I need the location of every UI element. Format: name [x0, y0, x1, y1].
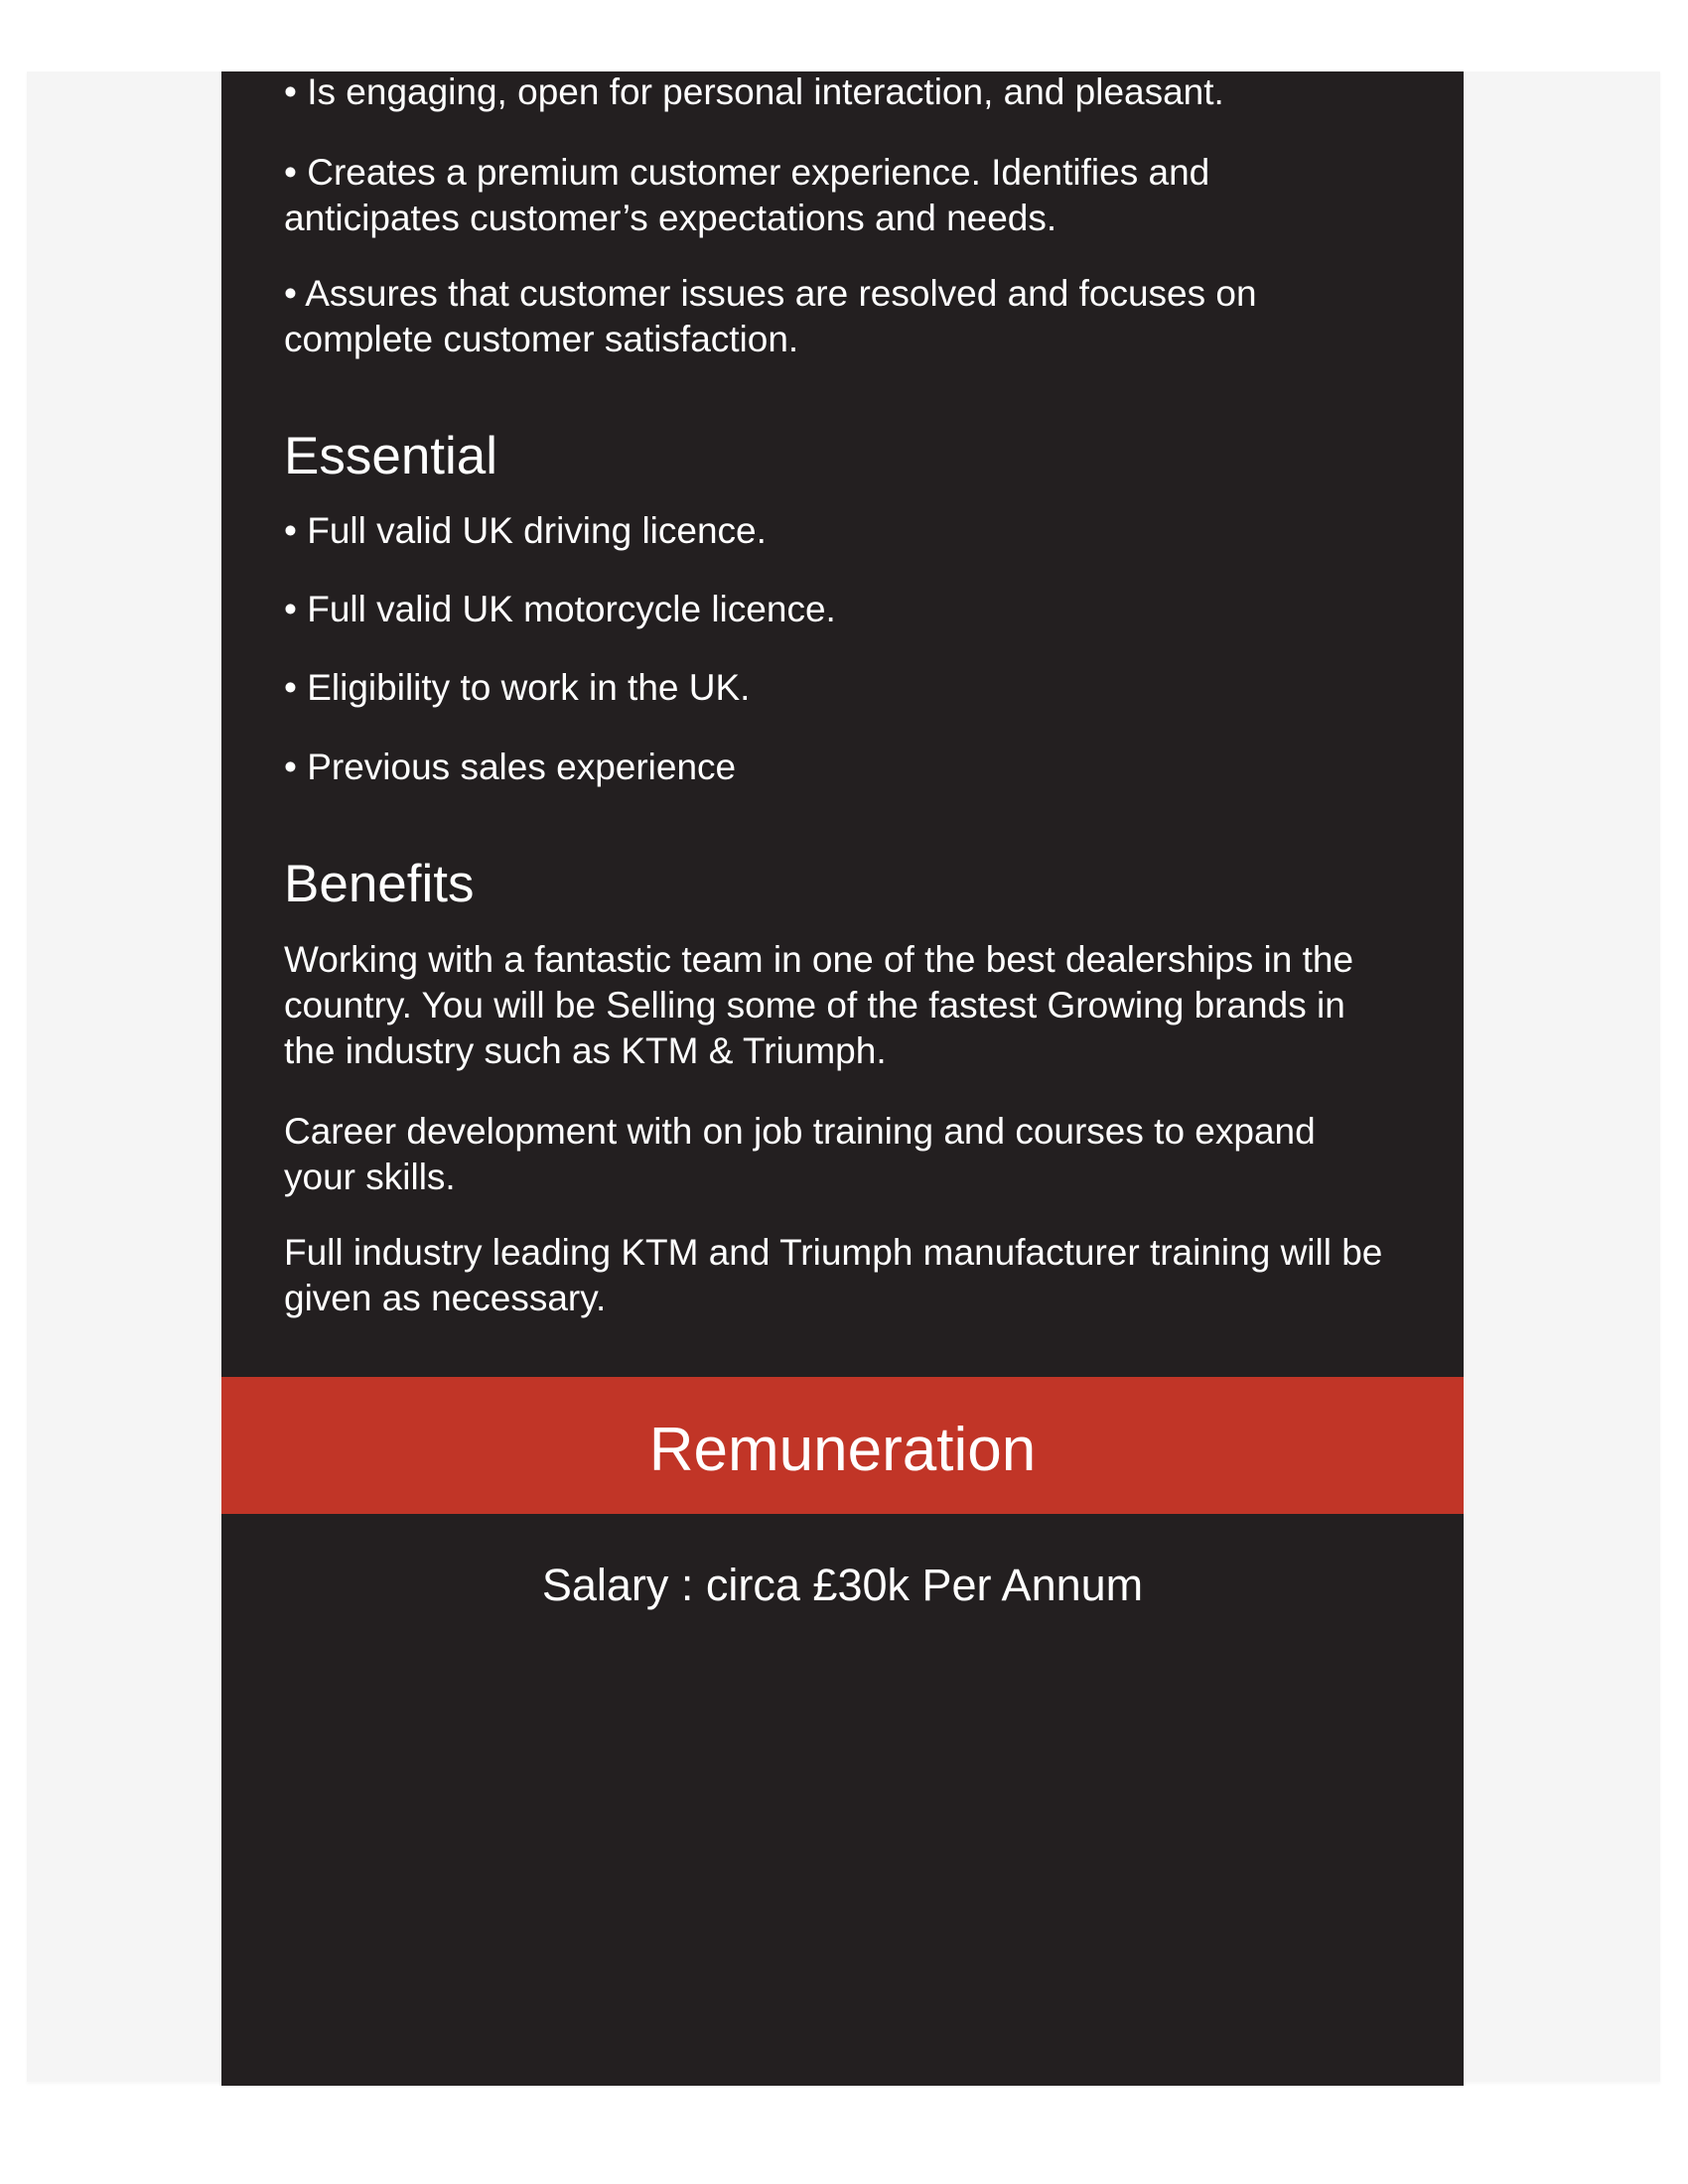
essential-item: • Previous sales experience: [284, 747, 737, 787]
attribute-line: • Is engaging, open for personal interaction, and pleasant.: [284, 71, 1224, 112]
benefits-line: country. You will be Selling some of the fastest Growing brands in: [284, 985, 1345, 1025]
remuneration-heading: Remuneration: [648, 1416, 1037, 1484]
essential-heading: Essential: [284, 427, 498, 485]
benefits-line: your skills.: [284, 1157, 456, 1197]
attribute-line: • Assures that customer issues are resolved and focuses on: [284, 273, 1257, 314]
essential-item: • Full valid UK motorcycle licence.: [284, 589, 836, 629]
attribute-line: • Creates a premium customer experience. Identifies and: [284, 152, 1210, 193]
attribute-item: [284, 71, 1224, 115]
essential-item: • Full valid UK driving licence.: [284, 510, 767, 551]
remuneration-banner: [221, 1377, 1464, 1514]
attribute-line: complete customer satisfaction.: [284, 319, 799, 359]
attribute-item: [284, 271, 1257, 362]
salary-text: Salary : circa £30k Per Annum: [541, 1560, 1144, 1610]
benefits-line: given as necessary.: [284, 1278, 607, 1318]
benefits-paragraph: [284, 1109, 1316, 1200]
benefits-heading: Benefits: [284, 855, 475, 913]
benefits-line: Working with a fantastic team in one of the best dealerships in the: [284, 939, 1354, 980]
benefits-paragraph: [284, 1230, 1382, 1321]
essential-item: • Eligibility to work in the UK.: [284, 667, 751, 708]
attribute-line: anticipates customer’s expectations and needs.: [284, 198, 1057, 238]
attribute-item: [284, 150, 1209, 241]
benefits-paragraph: [284, 937, 1353, 1074]
benefits-line: Full industry leading KTM and Triumph manufacturer training will be: [284, 1232, 1383, 1273]
benefits-line: the industry such as KTM & Triumph.: [284, 1030, 887, 1071]
job-details-panel: [221, 71, 1464, 2086]
benefits-line: Career development with on job training and courses to expand: [284, 1111, 1316, 1152]
